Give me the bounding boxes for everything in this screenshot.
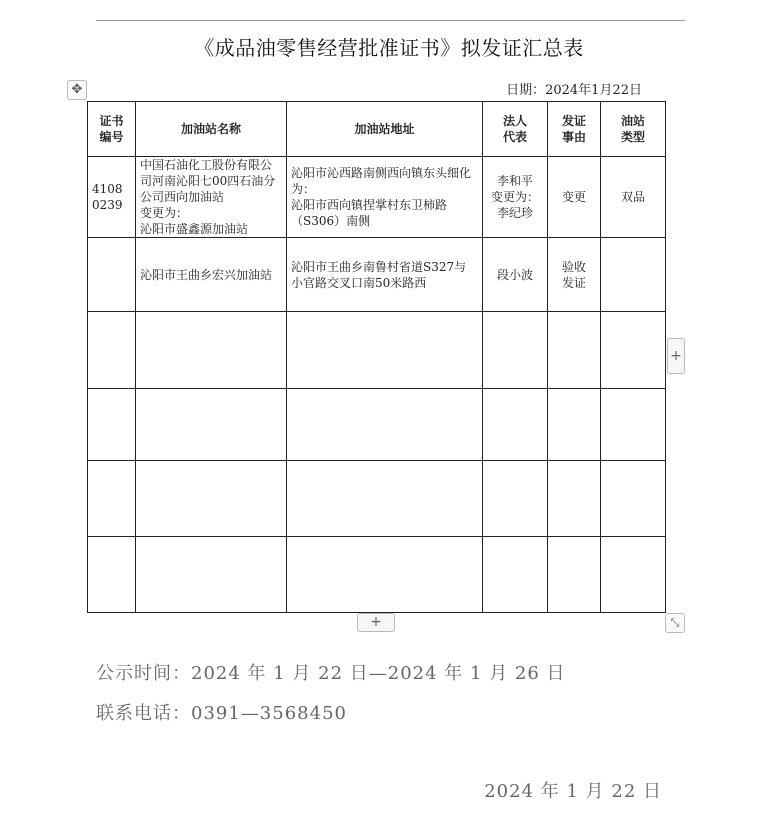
cell-station-name[interactable] bbox=[136, 389, 287, 461]
add-column-button[interactable]: + bbox=[667, 338, 685, 374]
publicity-period: 公示时间：2024 年 1 月 22 日—2024 年 1 月 26 日 bbox=[96, 663, 566, 684]
cell-legal-rep[interactable] bbox=[483, 537, 548, 613]
four-way-arrow-icon: ✥ bbox=[71, 82, 83, 97]
cell-station-name[interactable] bbox=[136, 537, 287, 613]
header-station-address: 加油站地址 bbox=[287, 102, 483, 157]
summary-table bbox=[87, 101, 666, 613]
table-row bbox=[88, 238, 666, 312]
cell-station-name[interactable]: 中国石油化工股份有限公司河南沁阳七00四石油分公司西向加油站 变更为： 沁阳市盛鑫源加油站 bbox=[136, 157, 287, 238]
cell-station-type[interactable] bbox=[601, 461, 666, 537]
table-row bbox=[88, 312, 666, 389]
add-row-button[interactable]: + bbox=[357, 613, 395, 632]
cell-reason[interactable] bbox=[548, 389, 601, 461]
cell-station-address[interactable] bbox=[287, 537, 483, 613]
cell-station-address[interactable]: 沁阳市沁西路南侧西向镇东头细化为： 沁阳市西向镇捏掌村东卫柿路（S306）南侧 bbox=[287, 157, 483, 238]
cell-cert-no[interactable] bbox=[88, 537, 136, 613]
cell-station-type[interactable] bbox=[601, 389, 666, 461]
contact-phone: 联系电话：0391—3568450 bbox=[96, 703, 347, 724]
cell-reason[interactable] bbox=[548, 312, 601, 389]
cell-station-type[interactable] bbox=[601, 238, 666, 312]
table-move-handle[interactable] bbox=[67, 80, 87, 100]
cell-station-type[interactable]: 双品 bbox=[601, 157, 666, 238]
cell-legal-rep[interactable]: 李和平 变更为： 李纪珍 bbox=[483, 157, 548, 238]
cell-station-address[interactable] bbox=[287, 312, 483, 389]
signature-date: 2024 年 1 月 22 日 bbox=[484, 781, 662, 802]
cell-legal-rep[interactable] bbox=[483, 389, 548, 461]
header-reason: 发证 事由 bbox=[548, 102, 601, 157]
cell-station-address[interactable]: 沁阳市王曲乡南鲁村省道S327与小官路交叉口南50米路西 bbox=[287, 238, 483, 312]
header-rule bbox=[96, 20, 685, 21]
cell-reason[interactable] bbox=[548, 537, 601, 613]
cell-legal-rep[interactable] bbox=[483, 312, 548, 389]
table-row bbox=[88, 389, 666, 461]
cell-cert-no[interactable] bbox=[88, 238, 136, 312]
cell-station-name[interactable]: 沁阳市王曲乡宏兴加油站 bbox=[136, 238, 287, 312]
cell-station-address[interactable] bbox=[287, 389, 483, 461]
cell-reason[interactable]: 验收 发证 bbox=[548, 238, 601, 312]
table-resize-handle[interactable] bbox=[665, 613, 685, 633]
cell-cert-no[interactable] bbox=[88, 312, 136, 389]
cell-legal-rep[interactable]: 段小波 bbox=[483, 238, 548, 312]
cell-cert-no[interactable] bbox=[88, 389, 136, 461]
cell-cert-no[interactable]: 4108 0239 bbox=[88, 157, 136, 238]
cell-reason[interactable]: 变更 bbox=[548, 157, 601, 238]
diagonal-resize-icon: ⤡ bbox=[670, 616, 680, 629]
header-station-type: 油站 类型 bbox=[601, 102, 666, 157]
header-cert-no: 证书 编号 bbox=[88, 102, 136, 157]
table-date: 日期：2024年1月22日 bbox=[506, 83, 642, 98]
header-station-name: 加油站名称 bbox=[136, 102, 287, 157]
table-row bbox=[88, 461, 666, 537]
cell-station-address[interactable] bbox=[287, 461, 483, 537]
cell-station-name[interactable] bbox=[136, 312, 287, 389]
cell-cert-no[interactable] bbox=[88, 461, 136, 537]
header-legal-rep: 法人 代表 bbox=[483, 102, 548, 157]
cell-reason[interactable] bbox=[548, 461, 601, 537]
cell-station-type[interactable] bbox=[601, 312, 666, 389]
table-row bbox=[88, 157, 666, 238]
table-header-row bbox=[88, 102, 666, 157]
document-title: 《成品油零售经营批准证书》拟发证汇总表 bbox=[194, 36, 584, 60]
cell-station-name[interactable] bbox=[136, 461, 287, 537]
cell-legal-rep[interactable] bbox=[483, 461, 548, 537]
cell-station-type[interactable] bbox=[601, 537, 666, 613]
table-row bbox=[88, 537, 666, 613]
